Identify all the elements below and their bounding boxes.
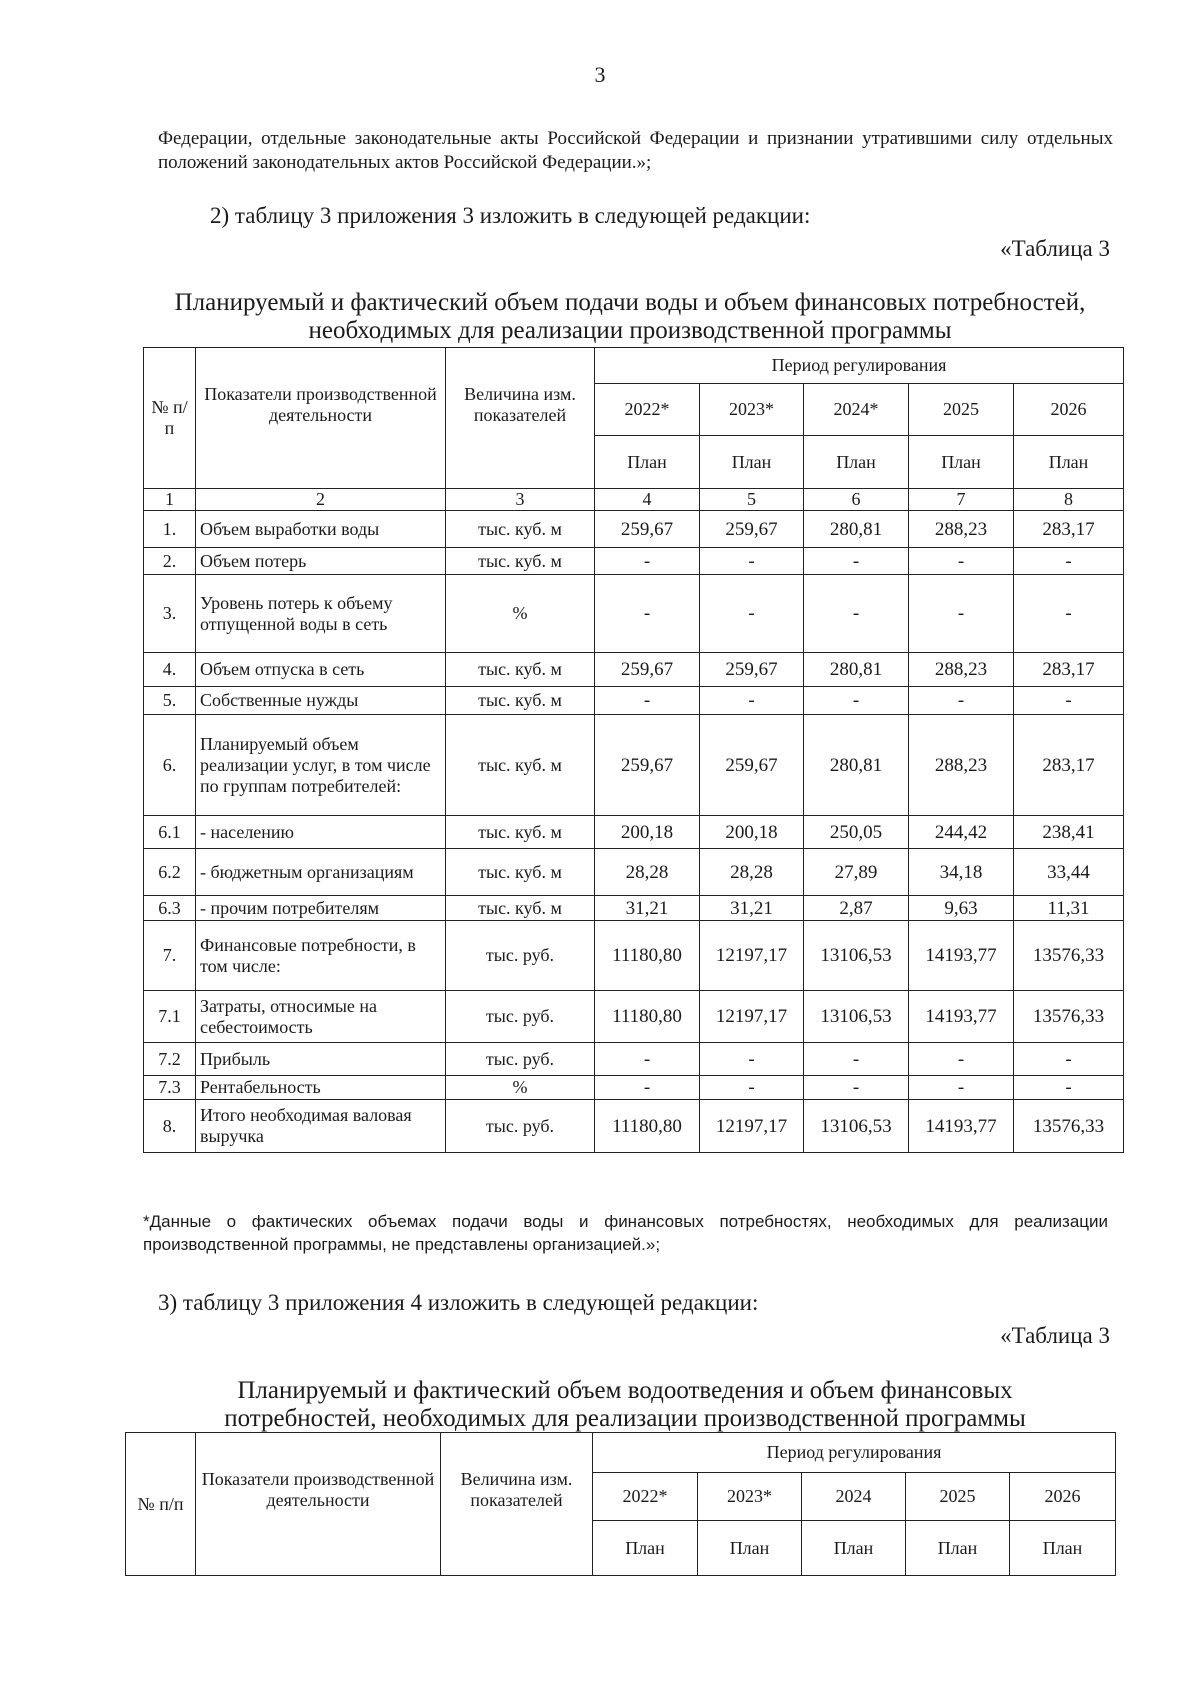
row-value: 288,23 [909,653,1014,687]
row-value: 259,67 [700,715,804,816]
header-unit: Величина изм. показателей [446,348,595,489]
row-value: 13576,33 [1014,1100,1124,1153]
row-value: 11,31 [1014,896,1124,921]
header-plan: План [804,436,909,489]
row-unit: тыс. куб. м [446,511,595,548]
row-unit: тыс. руб. [446,1043,595,1076]
row-unit: тыс. куб. м [446,896,595,921]
table-2-title-line1: Планируемый и фактический объем водоотведения и объем финансовых [237,1377,1013,1404]
row-value: - [1014,1043,1124,1076]
row-indicator: Итого необходимая валовая выручка [196,1100,446,1153]
row-number: 6. [144,715,196,816]
item-2-text: 2) таблицу 3 приложения 3 изложить в следующей редакции: [210,203,811,228]
row-value: 259,67 [700,653,804,687]
row-value: 13106,53 [804,921,909,991]
row-unit: тыс. куб. м [446,687,595,715]
row-number: 7.2 [144,1043,196,1076]
row-value: 31,21 [595,896,700,921]
wastewater-table [125,1432,1116,1576]
row-indicator: - прочим потребителям [196,896,446,921]
row-indicator: Объем выработки воды [196,511,446,548]
row-value: 283,17 [1014,511,1124,548]
header-plan: План [906,1521,1010,1576]
header-year: 2025 [909,384,1014,436]
table-row [144,548,1124,575]
row-value: - [804,575,909,653]
row-value: 9,63 [909,896,1014,921]
row-value: - [804,548,909,575]
row-unit: тыс. руб. [446,921,595,991]
table-1-title-line1: Планируемый и фактический объем подачи воды и объем финансовых потребностей, [174,289,1086,316]
row-value: - [595,548,700,575]
row-value: 12197,17 [700,991,804,1043]
table-row [144,816,1124,849]
row-number: 7.3 [144,1076,196,1100]
row-value: 244,42 [909,816,1014,849]
header-plan: План [700,436,804,489]
row-value: 280,81 [804,511,909,548]
header-year: 2022* [595,384,700,436]
row-number: 6.1 [144,816,196,849]
row-value: - [804,1043,909,1076]
row-value: - [909,575,1014,653]
row-value: - [700,687,804,715]
row-value: - [700,1043,804,1076]
table-row [144,715,1124,816]
row-value: - [595,687,700,715]
row-indicator: Собственные нужды [196,687,446,715]
row-value: 13106,53 [804,1100,909,1153]
row-value: - [1014,687,1124,715]
column-number: 7 [909,489,1014,511]
header-plan: План [909,436,1014,489]
header-num: № п/п [126,1433,196,1576]
intro-paragraph: Федерации, отдельные законодательные акты Российской Федерации и признании утратившими силу отдельных положений законодательных актов Российской Федерации.»; [158,128,1113,173]
header-plan: План [698,1521,802,1576]
column-number: 2 [196,489,446,511]
row-value: - [804,1076,909,1100]
row-value: 12197,17 [700,1100,804,1153]
column-number: 8 [1014,489,1124,511]
column-number: 1 [144,489,196,511]
row-indicator: Планируемый объем реализации услуг, в том числе по группам потребителей: [196,715,446,816]
table-row [144,511,1124,548]
header-year: 2026 [1014,384,1124,436]
row-value: - [1014,1076,1124,1100]
row-value: 259,67 [595,511,700,548]
row-value: - [909,548,1014,575]
header-year: 2023* [700,384,804,436]
row-value: - [1014,548,1124,575]
row-indicator: - населению [196,816,446,849]
row-value: 250,05 [804,816,909,849]
row-value: 12197,17 [700,921,804,991]
table-row [144,575,1124,653]
row-indicator: Прибыль [196,1043,446,1076]
row-indicator: - бюджетным организациям [196,849,446,896]
header-indicator: Показатели производственной деятельности [196,1433,441,1576]
row-value: 200,18 [700,816,804,849]
row-number: 6.3 [144,896,196,921]
row-indicator: Финансовые потребности, в том числе: [196,921,446,991]
row-indicator: Уровень потерь к объему отпущенной воды в сеть [196,575,446,653]
table-2-title [140,1377,1110,1433]
table-1-label: «Таблица 3 [1000,236,1110,261]
header-year: 2026 [1010,1473,1116,1521]
row-value: 238,41 [1014,816,1124,849]
column-number: 6 [804,489,909,511]
row-value: 31,21 [700,896,804,921]
row-value: 13106,53 [804,991,909,1043]
row-value: - [909,687,1014,715]
row-value: 283,17 [1014,653,1124,687]
row-value: - [595,575,700,653]
table-row [144,1100,1124,1153]
row-unit: тыс. руб. [446,991,595,1043]
table-1-title-line2: необходимых для реализации производственной программы [308,317,952,344]
row-indicator: Объем потерь [196,548,446,575]
item-3-text: 3) таблицу 3 приложения 4 изложить в следующей редакции: [158,1290,759,1315]
row-value: - [909,1043,1014,1076]
row-value: 28,28 [595,849,700,896]
row-value: 33,44 [1014,849,1124,896]
header-plan: План [1010,1521,1116,1576]
row-unit: тыс. куб. м [446,548,595,575]
table-1-footnote: *Данные о фактических объемах подачи воды и финансовых потребностях, необходимых для реализации производственной программы, не представлены организацией.»; [143,1212,1108,1254]
table-row [144,896,1124,921]
row-value: 283,17 [1014,715,1124,816]
row-indicator: Объем отпуска в сеть [196,653,446,687]
row-value: - [1014,575,1124,653]
table-2-title-line2: потребностей, необходимых для реализации производственной программы [224,1405,1026,1432]
row-number: 3. [144,575,196,653]
header-plan: План [1014,436,1124,489]
row-value: - [909,1076,1014,1100]
header-year: 2022* [593,1473,698,1521]
row-value: 11180,80 [595,991,700,1043]
row-value: 280,81 [804,653,909,687]
header-plan: План [593,1521,698,1576]
header-year: 2024* [804,384,909,436]
header-period: Период регулирования [593,1433,1116,1473]
row-number: 1. [144,511,196,548]
row-unit: тыс. куб. м [446,653,595,687]
row-value: 2,87 [804,896,909,921]
table-row [144,849,1124,896]
header-year: 2025 [906,1473,1010,1521]
row-value: 27,89 [804,849,909,896]
row-value: 259,67 [595,653,700,687]
table-1-title [140,289,1120,345]
row-number: 4. [144,653,196,687]
row-unit: тыс. куб. м [446,816,595,849]
row-unit: тыс. куб. м [446,849,595,896]
row-value: 14193,77 [909,921,1014,991]
row-value: 14193,77 [909,991,1014,1043]
row-value: - [804,687,909,715]
table-row [144,1043,1124,1076]
row-value: 11180,80 [595,1100,700,1153]
row-value: - [595,1043,700,1076]
header-unit: Величина изм. показателей [441,1433,593,1576]
column-number: 4 [595,489,700,511]
row-value: 28,28 [700,849,804,896]
row-unit: % [446,1076,595,1100]
table-2-label: «Таблица 3 [1000,1323,1110,1348]
row-unit: тыс. руб. [446,1100,595,1153]
row-value: - [595,1076,700,1100]
row-value: 13576,33 [1014,921,1124,991]
column-number: 5 [700,489,804,511]
row-indicator: Рентабельность [196,1076,446,1100]
header-year: 2023* [698,1473,802,1521]
row-value: 259,67 [595,715,700,816]
header-year: 2024 [802,1473,906,1521]
row-value: 200,18 [595,816,700,849]
table-row [144,991,1124,1043]
row-number: 7.1 [144,991,196,1043]
row-number: 7. [144,921,196,991]
row-value: 280,81 [804,715,909,816]
row-value: 288,23 [909,715,1014,816]
row-value: 288,23 [909,511,1014,548]
header-num: № п/п [144,348,196,489]
row-value: - [700,1076,804,1100]
table-row [144,921,1124,991]
row-number: 2. [144,548,196,575]
row-value: 14193,77 [909,1100,1014,1153]
row-value: - [700,575,804,653]
page-number: 3 [594,62,606,87]
row-indicator: Затраты, относимые на себестоимость [196,991,446,1043]
row-value: 259,67 [700,511,804,548]
column-number: 3 [446,489,595,511]
row-value: 13576,33 [1014,991,1124,1043]
row-number: 5. [144,687,196,715]
row-number: 8. [144,1100,196,1153]
table-row [144,653,1124,687]
row-value: 11180,80 [595,921,700,991]
header-plan: План [802,1521,906,1576]
header-indicator: Показатели производственной деятельности [196,348,446,489]
row-unit: тыс. куб. м [446,715,595,816]
header-plan: План [595,436,700,489]
row-value: - [700,548,804,575]
header-period: Период регулирования [595,348,1124,384]
row-unit: % [446,575,595,653]
row-value: 34,18 [909,849,1014,896]
water-supply-table [143,347,1124,1153]
table-row [144,1076,1124,1100]
table-row [144,687,1124,715]
row-number: 6.2 [144,849,196,896]
